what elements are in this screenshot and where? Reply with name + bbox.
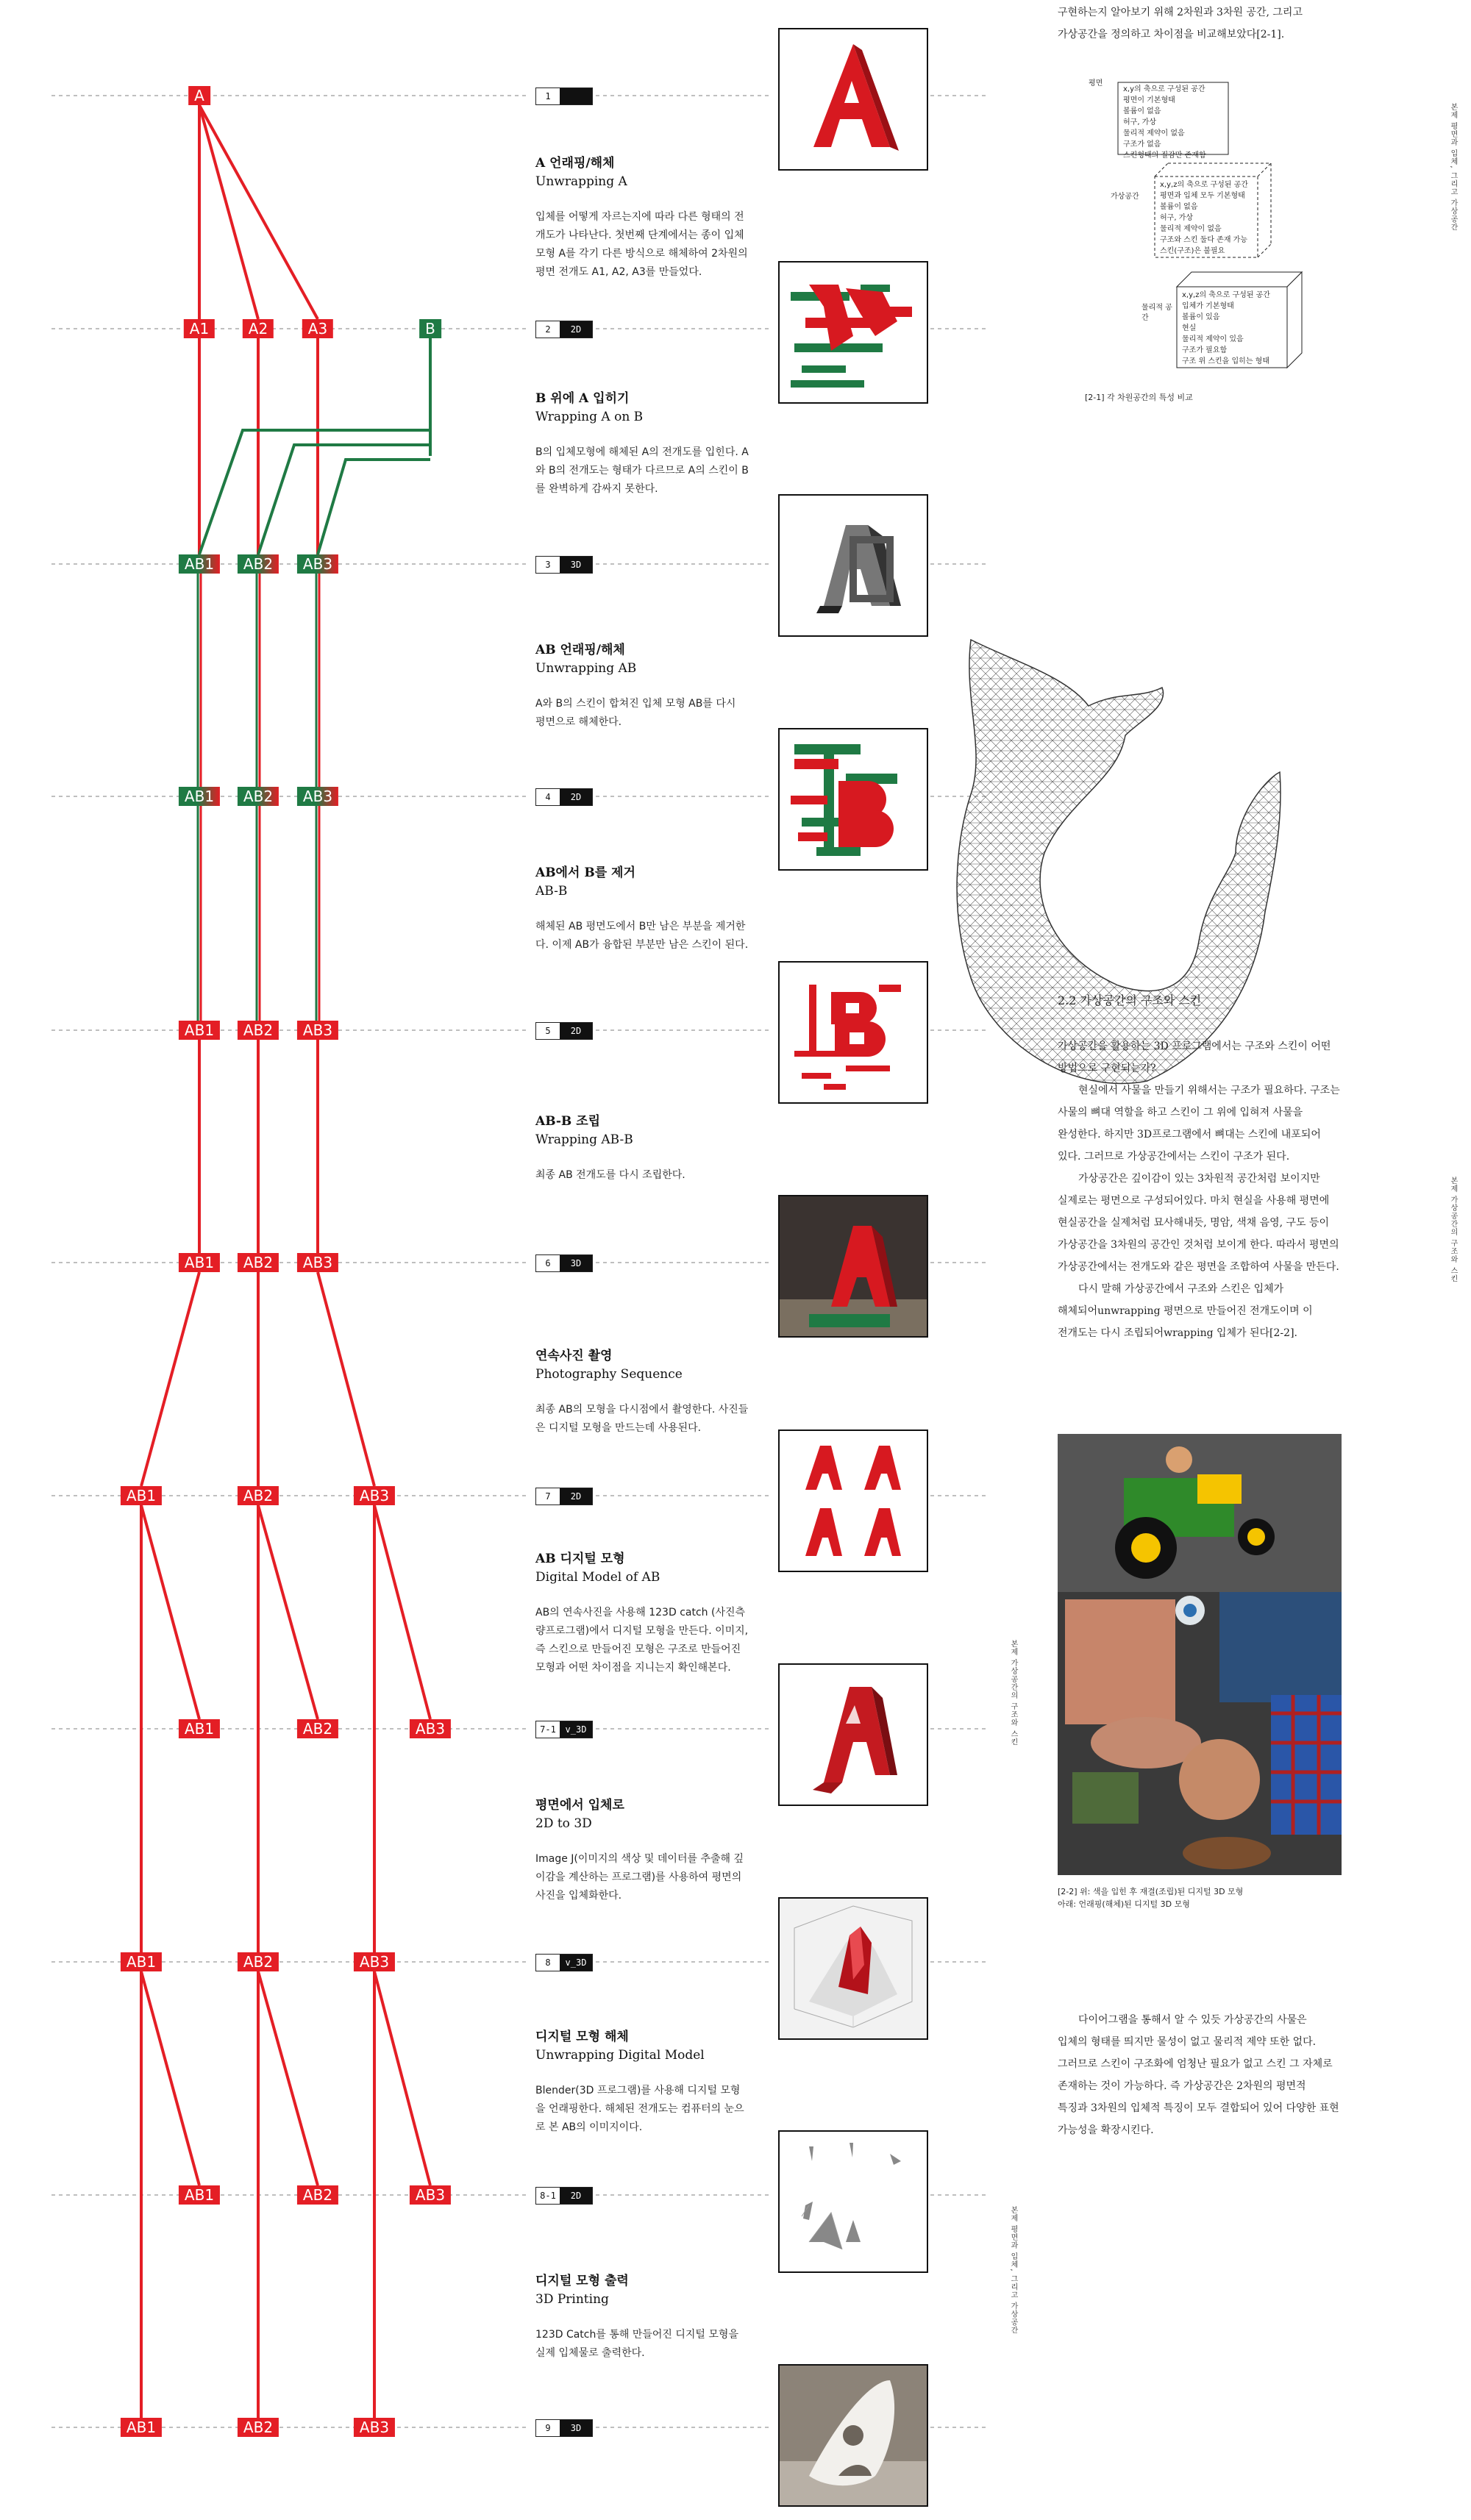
section: [535, 641, 749, 732]
heightmap-plot-icon: [778, 1897, 928, 2040]
step-marker: 1: [535, 88, 593, 105]
section: [535, 1796, 749, 1905]
node-ab3: AB3: [297, 787, 338, 806]
node-ab1: AB1: [121, 1486, 162, 1505]
virtual-items: x,y,z의 축으로 구성된 공간 평면과 입체 모두 기본형태 볼륨이 없음 허구, 가상 물리적 제약이 없음 구조와 스킨 둘다 존재 가능 스킨(구조)은 불필요: [1160, 181, 1248, 255]
node-ab2: AB2: [297, 1719, 338, 1738]
node-ab2: AB2: [238, 1021, 279, 1040]
section: [535, 1113, 749, 1185]
side-note: 본제 가상공간의 구조와 스킨: [1009, 1640, 1017, 1746]
intro-text: 구현하는지 알아보기 위해 2차원과 3차원 공간, 그리고 가상공간을 정의하고 차이점을 비교해보았다[2-1].: [1058, 7, 1303, 40]
section: [535, 2028, 749, 2137]
step-marker: 9 3D: [535, 2419, 593, 2437]
connector-line: [318, 460, 430, 554]
connector-line: [258, 1971, 318, 2185]
section-body: 입체를 어떻게 자르는지에 따라 다른 형태의 전개도가 나타난다. 첫번째 단계에서는 종이 입체모형 A를 각기 다른 방식으로 해체하여 2차원의 평면 전개도 A1, A2, A3를 만들었다.: [535, 211, 748, 278]
node-b: B: [419, 319, 441, 338]
section: [535, 2272, 749, 2363]
flattened-AB-net-icon: [778, 261, 928, 404]
photo-sequence-icon: [778, 1429, 928, 1572]
section: [535, 1347, 749, 1438]
section-title-ko: AB에서 B를 제거: [535, 865, 635, 880]
plane-items: x,y의 축으로 구성된 공간 평면이 기본형태 볼륨이 없음 허구, 가상 물리적 제약이 없음 구조가 없음 스킨형태의 질감만 존재함: [1123, 85, 1206, 160]
node-ab1: AB1: [179, 1021, 220, 1040]
node-ab1: AB1: [179, 554, 220, 574]
section-title-ko: A 언래핑/해체: [535, 156, 615, 171]
section-body: AB의 연속사진을 사용해 123D catch (사진측량프로그램)에서 디지털 모형을 만든다. 이미지, 즉 스킨으로 만들어진 모형은 구조로 만들어진 모형과 어떤 차이점을 지니는지 확인해본다.: [535, 1607, 749, 1674]
section-title-ko: 디지털 모형 출력: [535, 2274, 629, 2288]
section-title-ko: B 위에 A 입히기: [535, 391, 630, 406]
side-note: 본제 평면과 입체, 그리고 가상공간: [1449, 103, 1457, 232]
wireframe-mesh-icon: [883, 632, 1294, 1103]
node-ab2: AB2: [238, 2418, 279, 2437]
section-body: A와 B의 스킨이 합쳐진 입체 모형 AB를 다시 평면으로 해체한다.: [535, 698, 736, 728]
node-ab3: AB3: [410, 2185, 451, 2205]
connector-line: [141, 1971, 199, 2185]
node-ab1: AB1: [121, 2418, 162, 2437]
section: [535, 1550, 749, 1677]
red-extruded-A-icon: [778, 28, 928, 171]
section-title-en: Photography Sequence: [535, 1367, 683, 1382]
figure-caption: [2-2] 위: 색을 입힌 후 재결(조립)된 디지털 3D 모형 아래: 언래핑(해체)된 디지털 3D 모형: [1058, 1887, 1244, 1909]
section-body: 최종 AB 전개도를 다시 조립한다.: [535, 1169, 685, 1181]
step-marker: 7-1 v_3D: [535, 1721, 593, 1738]
connector-line: [199, 105, 318, 319]
node-ab3: AB3: [410, 1719, 451, 1738]
node-ab2: AB2: [297, 2185, 338, 2205]
section-title-ko: 연속사진 촬영: [535, 1349, 613, 1363]
connector-line: [374, 1971, 430, 2185]
plane-label: 평면: [1089, 79, 1103, 88]
figure-caption: [2-1] 각 차원공간의 특성 비교: [1085, 393, 1193, 402]
connector-line: [258, 1505, 318, 1719]
section-title-ko: 평면에서 입체로: [535, 1798, 624, 1813]
step-marker: 2 2D: [535, 321, 593, 338]
node-ab2: AB2: [238, 1253, 279, 1272]
node-ab3: AB3: [297, 1021, 338, 1040]
section: [535, 864, 749, 954]
section-title-ko: 디지털 모형 해체: [535, 2030, 629, 2044]
node-ab3: AB3: [297, 1253, 338, 1272]
section-body: Blender(3D 프로그램)를 사용해 디지털 모형을 언래핑한다. 해체된 전개도는 컴퓨터의 눈으로 본 AB의 이미지이다.: [535, 2085, 744, 2133]
connector-line: [199, 105, 258, 319]
node-ab2: AB2: [238, 554, 279, 574]
digital-net-icon: [778, 2130, 928, 2273]
step-marker: 8-1 2D: [535, 2187, 593, 2205]
node-a: A: [188, 86, 210, 105]
section-body: Image J(이미지의 색상 및 데이터를 추출해 깊이감을 계산하는 프로그램)를 사용하여 평면의 사진을 입체화한다.: [535, 1853, 744, 1902]
gray-AB-model-icon: [778, 494, 928, 637]
section-body: B의 입체모형에 해체된 A의 전개도를 입힌다. A와 B의 전개도는 형태가 다르므로 A의 스킨이 B를 완벽하게 감싸지 못한다.: [535, 446, 749, 495]
section-title-en: 3D Printing: [535, 2292, 609, 2307]
printed-model-icon: [778, 2364, 928, 2507]
section-title-en: Unwrapping AB: [535, 661, 637, 676]
section-title-en: Wrapping AB-B: [535, 1132, 633, 1147]
connector-line: [199, 430, 430, 554]
step-marker: 5 2D: [535, 1022, 593, 1040]
section-title-en: Unwrapping A: [535, 174, 627, 189]
connector-line: [318, 1272, 374, 1486]
node-ab3: AB3: [297, 554, 338, 574]
node-a1: A1: [184, 319, 215, 338]
node-ab1: AB1: [179, 2185, 220, 2205]
section-title-ko: AB-B 조립: [535, 1114, 601, 1129]
section-heading: 2.2 가상공간의 구조와 스킨: [1058, 993, 1202, 1007]
step-marker: 6 3D: [535, 1254, 593, 1272]
digital-model-icon: [778, 1663, 928, 1806]
node-ab3: AB3: [354, 1952, 395, 1971]
section-title-en: 2D to 3D: [535, 1816, 592, 1831]
section-body: 최종 AB의 모형을 다시점에서 촬영한다. 사진들은 디지털 모형을 만드는데 사용된다.: [535, 1404, 749, 1434]
node-ab3: AB3: [354, 1486, 395, 1505]
node-ab2: AB2: [238, 787, 279, 806]
section-title-ko: AB 언래핑/해체: [535, 643, 625, 657]
section-title-en: Digital Model of AB: [535, 1570, 660, 1585]
assembled-AB-photo-icon: [778, 1195, 928, 1338]
section-body: 해체된 AB 평면도에서 B만 남은 부분을 제거한다. 이제 AB가 융합된 부분만 남은 스킨이 된다.: [535, 921, 749, 951]
physical-items: x,y,z의 축으로 구성된 공간 입체가 기본형태 볼륨이 있음 현실 물리적 제약이 있음 구조가 필요함 구조 위 스킨을 입히는 형태: [1182, 291, 1270, 365]
node-ab2: AB2: [238, 1486, 279, 1505]
section: [535, 154, 749, 282]
physical-label: 물리적 공간: [1141, 304, 1172, 322]
node-ab1: AB1: [121, 1952, 162, 1971]
node-ab1: AB1: [179, 787, 220, 806]
step-marker: 8 v_3D: [535, 1954, 593, 1971]
node-a3: A3: [302, 319, 333, 338]
textured-3d-model-figure: [1058, 1434, 1342, 1875]
section-body: 123D Catch를 통해 만들어진 디지털 모형을 실제 입체물로 출력한다.: [535, 2329, 738, 2359]
node-ab3: AB3: [354, 2418, 395, 2437]
body-text: 다이어그램을 통해서 알 수 있듯 가상공간의 사물은 입체의 형태를 띄지만 물성이 없고 물리적 제약 또한 없다. 그러므로 스킨이 구조화에 엄청난 필요가 없고 스킨 그 자체로 존재하는 것이 가능하다. 즉 가상공간은 2차원의 평면적 특징과 3차원의 입체적 특징이 모두 결합되어 있어 다양한 표현 가능성을 확장시킨다.: [1058, 2014, 1339, 2136]
connector-line: [374, 1505, 430, 1719]
section-title-en: Wrapping A on B: [535, 410, 644, 424]
node-ab1: AB1: [179, 1719, 220, 1738]
node-a2: A2: [243, 319, 274, 338]
section: [535, 390, 749, 499]
step-marker: 4 2D: [535, 788, 593, 806]
step-marker: 7 2D: [535, 1488, 593, 1505]
body-text: 가상공간을 활용하는 3D 프로그램에서는 구조와 스킨이 어떤 방법으로 구현되는가? 현실에서 사물을 만들기 위해서는 구조가 필요하다. 구조는 사물의 뼈대 역할을 하고 스킨이 그 위에 입혀져 사물을 완성한다. 하지만 3D프로그램에서 뼈대는 스킨에 내포되어 있다. 그러므로 가상공간에서는 스킨이 구조가 된다. 가상공간은 깊이감이 있는 3차원적 공간처럼 보이지만 실제로는 평면으로 구성되어있다. 마치 현실을 사용해 평면에 현실공간을 실제처럼 묘사해내듯, 명암, 색채 음영, 구도 등이 가상공간을 3차원의 공간인 것처럼 보이게 한다. 따라서 평면의 가상공간에서는 전개도와 같은 평면을 조합하여 사물을 만든다. 다시 말해 가상공간에서 구조와 스킨은 입체가 해체되어unwrapping 평면으로 만들어진 전개도이며 이 전개도는 다시 조립되어wrapping 입체가 된다[2-2].: [1058, 1041, 1340, 1339]
section-title-en: AB-B: [535, 884, 568, 899]
section-title-ko: AB 디지털 모형: [535, 1552, 625, 1566]
node-ab2: AB2: [238, 1952, 279, 1971]
section-title-en: Unwrapping Digital Model: [535, 2048, 705, 2063]
side-note: 본제 가상공간의 구조와 스킨: [1449, 1177, 1457, 1283]
side-note: 본제 평면과 입체, 그리고 가상공간: [1009, 2206, 1017, 2335]
connector-line: [141, 1272, 199, 1486]
node-ab1: AB1: [179, 1253, 220, 1272]
step-marker: 3 3D: [535, 556, 593, 574]
virtual-label: 가상공간: [1111, 193, 1139, 201]
connector-line: [141, 1505, 199, 1719]
